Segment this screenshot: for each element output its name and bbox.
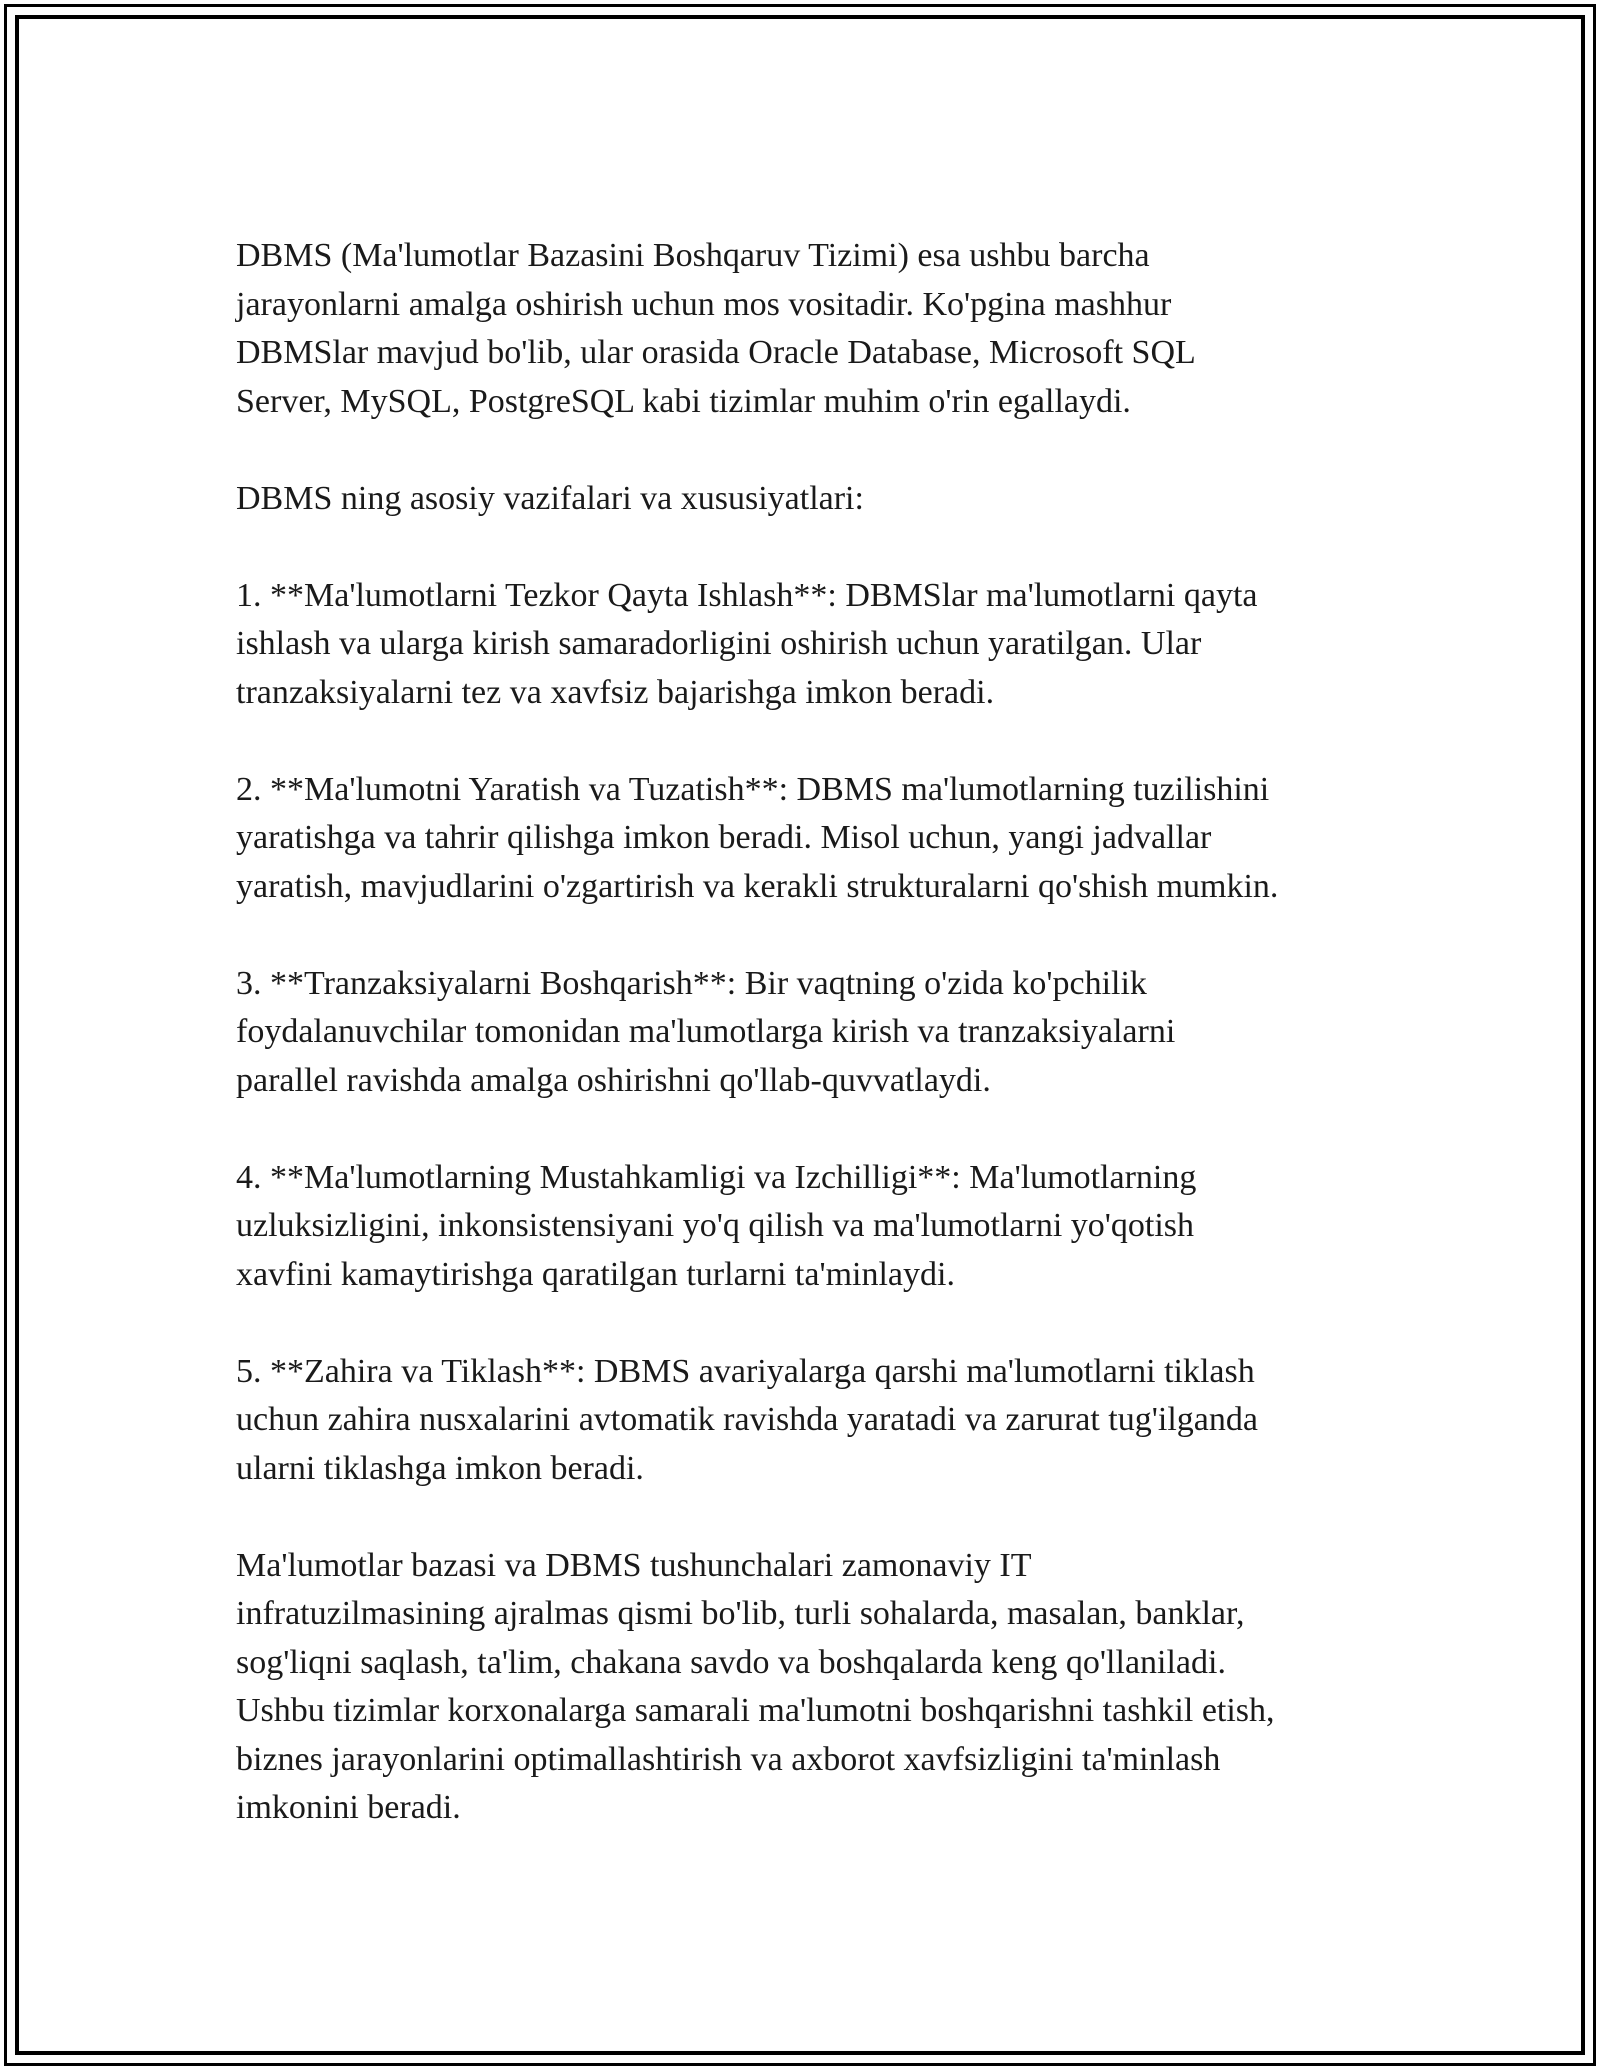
document-body [236, 232, 1376, 1833]
list-item-5: 5. **Zahira va Tiklash**: DBMS avariyalarga qarshi ma'lumotlarni tiklash uchun zahira nusxalarini avtomatik ravishda yaratadi va zarurat tug'ilganda ularni tiklashga imkon beradi. [236, 1352, 1258, 1487]
section-heading: DBMS ning asosiy vazifalari va xususiyatlari: [236, 479, 864, 517]
list-item-1: 1. **Ma'lumotlarni Tezkor Qayta Ishlash**: DBMSlar ma'lumotlarni qayta ishlash va ularga kirish samaradorligini oshirish uchun yaratilgan. Ular tranzaksiyalarni tez va xavfsiz bajarishga imkon beradi. [236, 576, 1258, 711]
list-item-2: 2. **Ma'lumotni Yaratish va Tuzatish**: DBMS ma'lumotlarning tuzilishini yaratishga va tahrir qilishga imkon beradi. Misol uchun, yangi jadvallar yaratish, mavjudlarini o'zgartirish va kerakli strukturalarni qo'shish mumkin. [236, 770, 1279, 905]
list-item-4: 4. **Ma'lumotlarning Mustahkamligi va Izchilligi**: Ma'lumotlarning uzluksizligini, inkonsistensiyani yo'q qilish va ma'lumotlarni yo'qotish xavfini kamaytirishga qaratilgan turlarni ta'minlaydi. [236, 1158, 1197, 1293]
conclusion-paragraph: Ma'lumotlar bazasi va DBMS tushunchalari zamonaviy IT infratuzilmasining ajralmas qismi bo'lib, turli sohalarda, masalan, banklar, sog'liqni saqlash, ta'lim, chakana savdo va boshqalarda keng qo'llaniladi. Ushbu tizimlar korxonalarga samarali ma'lumotni boshqarishni tashkil etish, biznes jarayonlarini optimallashtirish va axborot xavfsizligini ta'minlash imkonini beradi. [236, 1546, 1275, 1826]
intro-paragraph: DBMS (Ma'lumotlar Bazasini Boshqaruv Tizimi) esa ushbu barcha jarayonlarni amalga oshirish uchun mos vositadir. Ko'pgina mashhur DBMSlar mavjud bo'lib, ular orasida Oracle Database, Microsoft SQL Server, MySQL, PostgreSQL kabi tizimlar muhim o'rin egallaydi. [236, 237, 1196, 420]
list-item-3: 3. **Tranzaksiyalarni Boshqarish**: Bir vaqtning o'zida ko'pchilik foydalanuvchilar tomonidan ma'lumotlarga kirish va tranzaksiyalarni parallel ravishda amalga oshirishni qo'llab-quvvatlaydi. [236, 964, 1176, 1099]
